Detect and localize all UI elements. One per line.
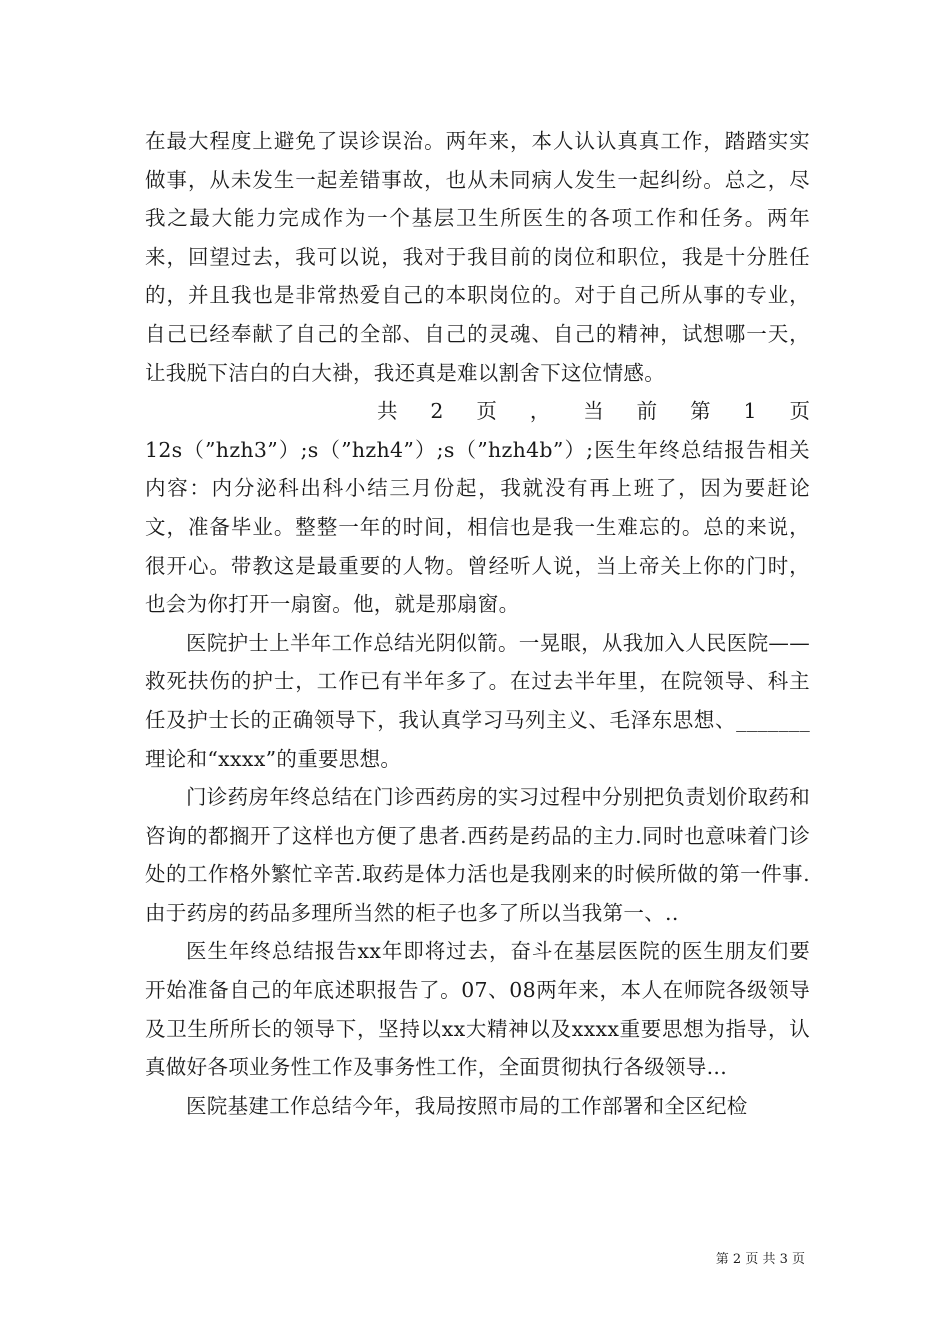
paragraph-4: 门诊药房年终总结在门诊西药房的实习过程中分别把负责划价取药和咨询的都搁开了这样也方便了患者.西药是药品的主力.同时也意味着门诊处的工作格外繁忙辛苦.取药是体力活也是我刚来的时候所做的第一件事.由于药房的药品多理所当然的柜子也多了所以当我第一、..	[145, 785, 810, 925]
paragraph-6: 医院基建工作总结今年，我局按照市局的工作部署和全区纪检	[186, 1093, 748, 1118]
pager-char: 页	[789, 399, 810, 424]
pager-char: 页	[476, 399, 497, 424]
paragraph-3: 医院护士上半年工作总结光阴似箭。一晃眼，从我加入人民医院——救死扶伤的护士，工作已有半年多了。在过去半年里，在院领导、科主任及护士长的正确领导下，我认真学习马列主义、毛泽东思想、_______理论和“xxxx”的重要思想。	[145, 630, 810, 771]
page-footer: 第 2 页 共 3 页	[715, 1252, 805, 1267]
pager-char: 第	[690, 399, 711, 424]
pager-char: 当	[583, 399, 604, 424]
pager-char: 前	[636, 399, 658, 424]
pager-char: 共	[377, 399, 398, 424]
page-counter-line	[145, 392, 810, 431]
paragraph-5: 医生年终总结报告xx年即将过去，奋斗在基层医院的医生朋友们要开始准备自己的年底述职报告了。07、08两年来，本人在师院各级领导及卫生所所长的领导下，坚持以xx大精神以及xxxx重要思想为指导，认真做好各项业务性工作及事务性工作，全面贯彻执行各级领导...	[145, 939, 810, 1080]
paragraph-1: 在最大程度上避免了误诊误治。两年来，本人认认真真工作，踏踏实实做事，从未发生一起差错事故，也从未同病人发生一起纠纷。总之，尽我之最大能力完成作为一个基层卫生所医生的各项工作和任务。两年来，回望过去，我可以说，我对于我目前的岗位和职位，我是十分胜任的，并且我也是非常热爱自己的本职岗位的。对于自己所从事的专业，自己已经奉献了自己的全部、自己的灵魂、自己的精神，试想哪一天，让我脱下洁白的白大褂，我还真是难以割舍下这位情感。	[145, 129, 810, 385]
pager-char: 2	[430, 399, 444, 424]
document-body	[145, 122, 810, 1125]
pager-char: ，	[529, 399, 551, 424]
paragraph-2: 12s（”hzh3”）;s（”hzh4”）;s（”hzh4b”）;医生年终总结报告相关内容：内分泌科出科小结三月份起，我就没有再上班了，因为要赶论文，准备毕业。整整一年的时间，相信也是我一生难忘的。总的来说，很开心。带教这是最重要的人物。曾经听人说，当上帝关上你的门时，也会为你打开一扇窗。他，就是那扇窗。	[145, 437, 810, 617]
pager-char: 1	[743, 399, 757, 424]
